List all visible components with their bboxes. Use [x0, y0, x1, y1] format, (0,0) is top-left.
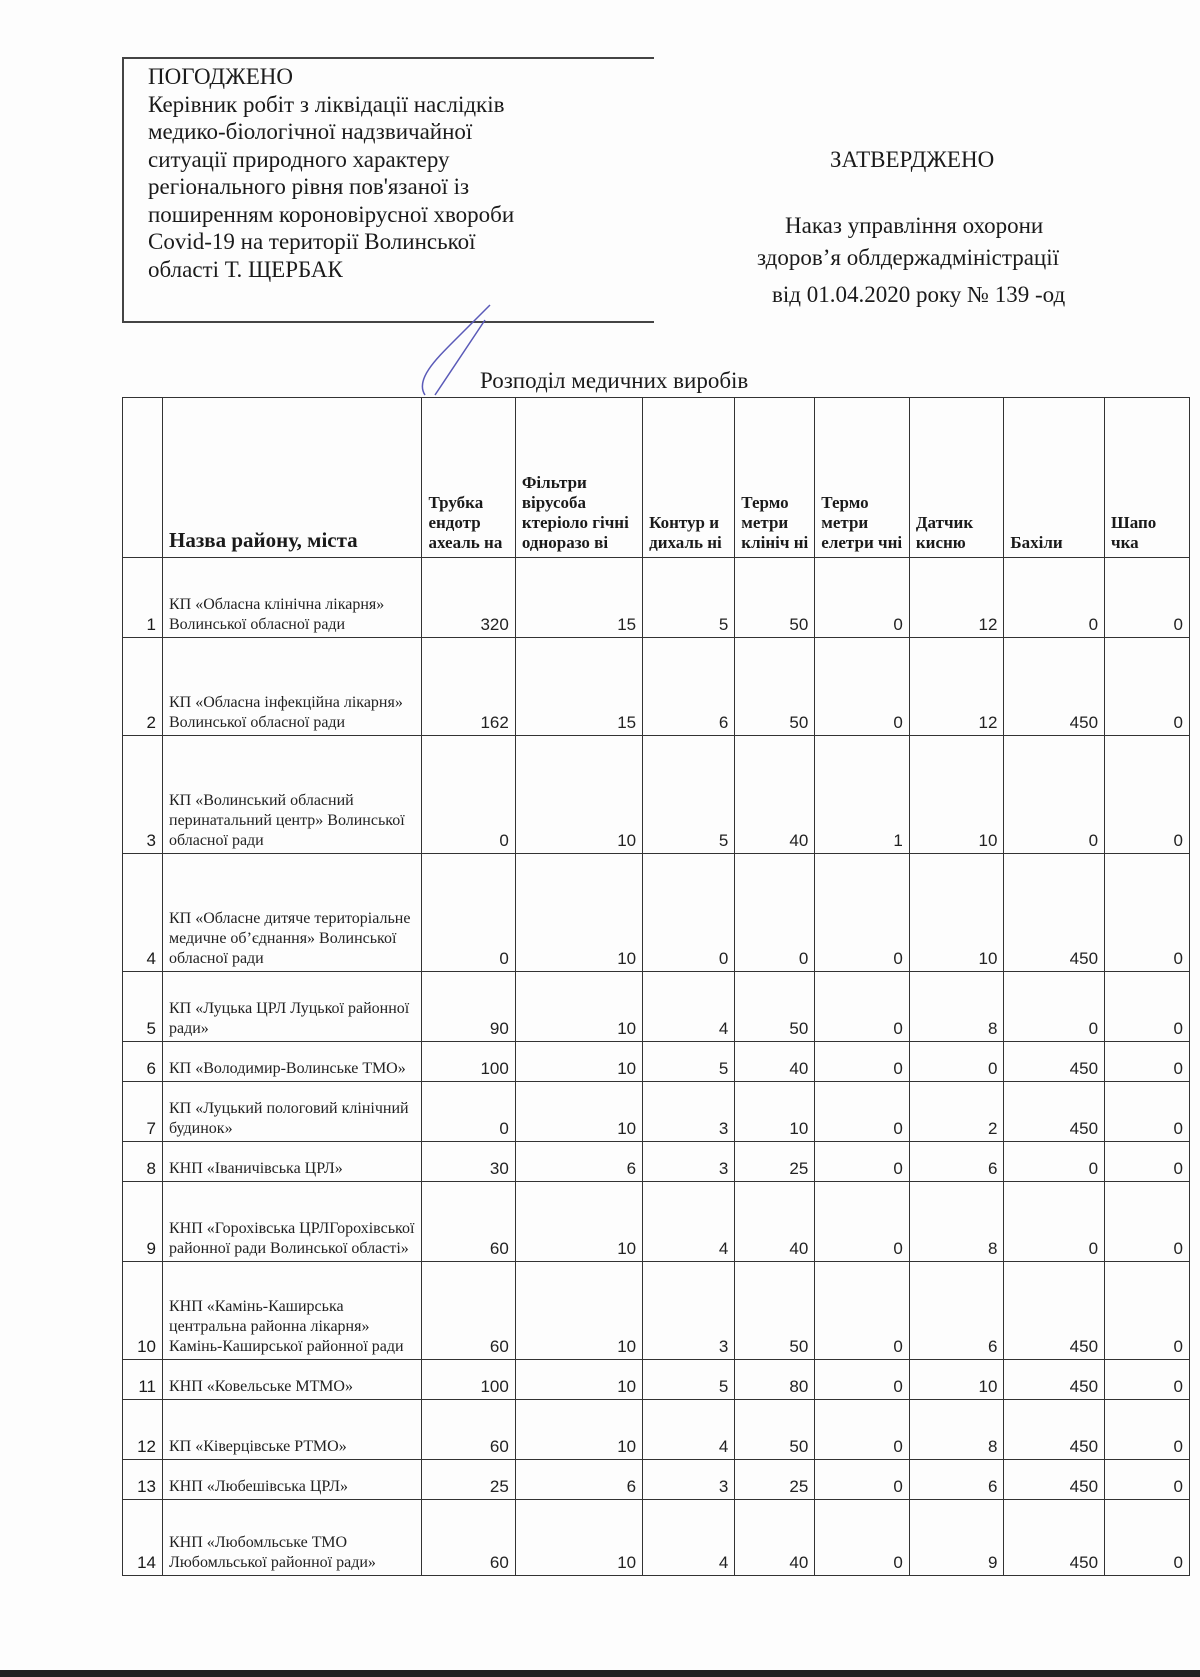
- quantity-cell: 50: [735, 972, 815, 1042]
- quantity-cell: 40: [735, 736, 815, 854]
- table-row: [123, 972, 1190, 1042]
- quantity-cell: 10: [515, 1400, 642, 1460]
- quantity-cell: 12: [909, 638, 1004, 736]
- quantity-cell: 0: [815, 854, 910, 972]
- quantity-cell: 0: [815, 1082, 910, 1142]
- quantity-cell: 450: [1004, 1042, 1105, 1082]
- col-header-shoe-covers: Бахіли: [1004, 398, 1105, 558]
- quantity-cell: 80: [735, 1360, 815, 1400]
- col-header-index: [123, 398, 163, 558]
- quantity-cell: 40: [735, 1182, 815, 1262]
- col-header-filters: Фільтри вірусоба ктеріоло гічні одноразо ві: [515, 398, 642, 558]
- col-header-name: Назва району, міста: [163, 398, 422, 558]
- table-header-row: [123, 398, 1190, 558]
- facility-name: КНП «Любешівська ЦРЛ»: [163, 1460, 422, 1500]
- row-index: 13: [123, 1460, 163, 1500]
- quantity-cell: 0: [815, 558, 910, 638]
- quantity-cell: 10: [909, 736, 1004, 854]
- table-row: [123, 1400, 1190, 1460]
- facility-name: КНП «Ковельське МТМО»: [163, 1360, 422, 1400]
- quantity-cell: 10: [515, 1082, 642, 1142]
- quantity-cell: 0: [1105, 972, 1190, 1042]
- quantity-cell: 0: [815, 1042, 910, 1082]
- quantity-cell: 6: [909, 1262, 1004, 1360]
- facility-name: КП «Обласна інфекційна лікарня» Волинської обласної ради: [163, 638, 422, 736]
- col-header-electric-thermometers: Термо метри елетри чні: [815, 398, 910, 558]
- table-row: [123, 558, 1190, 638]
- quantity-cell: 25: [735, 1142, 815, 1182]
- quantity-cell: 5: [643, 1042, 735, 1082]
- table-row: [123, 1262, 1190, 1360]
- quantity-cell: 0: [1105, 1500, 1190, 1576]
- col-header-clinical-thermometers: Термо метри клініч ні: [735, 398, 815, 558]
- quantity-cell: 0: [422, 1082, 515, 1142]
- quantity-cell: 100: [422, 1042, 515, 1082]
- quantity-cell: 50: [735, 558, 815, 638]
- facility-name: КП «Обласне дитяче територіальне медичне об’єднання» Волинської обласної ради: [163, 854, 422, 972]
- facility-name: КП «Ківерцівське РТМО»: [163, 1400, 422, 1460]
- quantity-cell: 0: [815, 1360, 910, 1400]
- quantity-cell: 0: [1105, 1400, 1190, 1460]
- scan-edge: [0, 1670, 1200, 1677]
- quantity-cell: 0: [735, 854, 815, 972]
- quantity-cell: 60: [422, 1182, 515, 1262]
- approval-line: регіонального рівня пов'язаної із: [148, 174, 470, 199]
- quantity-cell: 450: [1004, 1460, 1105, 1500]
- approval-line: медико-біологічної надзвичайної: [148, 119, 473, 144]
- quantity-cell: 25: [422, 1460, 515, 1500]
- row-index: 5: [123, 972, 163, 1042]
- quantity-cell: 0: [815, 1262, 910, 1360]
- facility-name: КП «Обласна клінічна лікарня» Волинської обласної ради: [163, 558, 422, 638]
- quantity-cell: 450: [1004, 1500, 1105, 1576]
- order-line: Наказ управління охорони: [785, 213, 1044, 238]
- quantity-cell: 30: [422, 1142, 515, 1182]
- quantity-cell: 0: [1004, 558, 1105, 638]
- quantity-cell: 40: [735, 1500, 815, 1576]
- table-row: [123, 1360, 1190, 1400]
- approval-block: [122, 57, 654, 323]
- quantity-cell: 4: [643, 972, 735, 1042]
- quantity-cell: 0: [1004, 1142, 1105, 1182]
- row-index: 1: [123, 558, 163, 638]
- quantity-cell: 10: [909, 854, 1004, 972]
- quantity-cell: 4: [643, 1400, 735, 1460]
- quantity-cell: 10: [515, 1042, 642, 1082]
- quantity-cell: 60: [422, 1262, 515, 1360]
- quantity-cell: 0: [815, 1500, 910, 1576]
- quantity-cell: 450: [1004, 638, 1105, 736]
- quantity-cell: 320: [422, 558, 515, 638]
- quantity-cell: 0: [1105, 1360, 1190, 1400]
- table-row: [123, 736, 1190, 854]
- quantity-cell: 2: [909, 1082, 1004, 1142]
- quantity-cell: 0: [422, 854, 515, 972]
- quantity-cell: 4: [643, 1500, 735, 1576]
- col-header-tube: Трубка ендотр ахеаль на: [422, 398, 515, 558]
- row-index: 8: [123, 1142, 163, 1182]
- facility-name: КНП «Іваничівська ЦРЛ»: [163, 1142, 422, 1182]
- row-index: 9: [123, 1182, 163, 1262]
- distribution-table: [122, 397, 1190, 1576]
- approval-line: Covid-19 на території Волинської: [148, 229, 476, 254]
- facility-name: КП «Володимир-Волинське ТМО»: [163, 1042, 422, 1082]
- quantity-cell: 0: [1105, 1460, 1190, 1500]
- quantity-cell: 0: [815, 1182, 910, 1262]
- quantity-cell: 450: [1004, 1400, 1105, 1460]
- order-line: здоров’я облдержадміністрації: [757, 245, 1060, 270]
- quantity-cell: 0: [1105, 1042, 1190, 1082]
- quantity-cell: 10: [515, 1262, 642, 1360]
- approval-line: ситуації природного характеру: [148, 146, 450, 172]
- approval-heading: ПОГОДЖЕНО: [148, 64, 293, 89]
- col-header-oxygen-sensor: Датчик кисню: [909, 398, 1004, 558]
- approved-title: ЗАТВЕРДЖЕНО: [830, 147, 995, 172]
- table-row: [123, 1460, 1190, 1500]
- quantity-cell: 10: [515, 1360, 642, 1400]
- quantity-cell: 450: [1004, 854, 1105, 972]
- facility-name: КНП «Любомльське ТМО Любомльської районної ради»: [163, 1500, 422, 1576]
- col-header-circuits: Контур и дихаль ні: [643, 398, 735, 558]
- facility-name: КНП «Камінь-Каширська центральна районна лікарня» Камінь-Каширської районної ради: [163, 1262, 422, 1360]
- quantity-cell: 0: [815, 1460, 910, 1500]
- quantity-cell: 6: [909, 1142, 1004, 1182]
- quantity-cell: 15: [515, 638, 642, 736]
- quantity-cell: 1: [815, 736, 910, 854]
- quantity-cell: 0: [1004, 972, 1105, 1042]
- approval-line: поширенням короновірусної хвороби: [148, 201, 515, 227]
- quantity-cell: 5: [643, 736, 735, 854]
- quantity-cell: 3: [643, 1142, 735, 1182]
- quantity-cell: 0: [815, 972, 910, 1042]
- approval-line: Керівник робіт з ліквідації наслідків: [148, 91, 505, 117]
- quantity-cell: 10: [515, 1182, 642, 1262]
- quantity-cell: 0: [1105, 1262, 1190, 1360]
- row-index: 3: [123, 736, 163, 854]
- quantity-cell: 90: [422, 972, 515, 1042]
- quantity-cell: 10: [909, 1360, 1004, 1400]
- quantity-cell: 100: [422, 1360, 515, 1400]
- quantity-cell: 3: [643, 1262, 735, 1360]
- quantity-cell: 0: [422, 736, 515, 854]
- quantity-cell: 8: [909, 972, 1004, 1042]
- facility-name: КНП «Горохівська ЦРЛГорохівської районної ради Волинської області»: [163, 1182, 422, 1262]
- quantity-cell: 0: [1105, 1082, 1190, 1142]
- quantity-cell: 0: [1105, 1182, 1190, 1262]
- table-row: [123, 1082, 1190, 1142]
- approval-signatory: області Т. ЩЕРБАК: [148, 256, 343, 282]
- quantity-cell: 10: [515, 736, 642, 854]
- row-index: 7: [123, 1082, 163, 1142]
- quantity-cell: 0: [643, 854, 735, 972]
- table-row: [123, 1182, 1190, 1262]
- quantity-cell: 10: [515, 854, 642, 972]
- quantity-cell: 10: [515, 1500, 642, 1576]
- quantity-cell: 0: [1105, 558, 1190, 638]
- facility-name: КП «Луцький пологовий клінічний будинок»: [163, 1082, 422, 1142]
- quantity-cell: 10: [735, 1082, 815, 1142]
- quantity-cell: 6: [643, 638, 735, 736]
- quantity-cell: 3: [643, 1082, 735, 1142]
- quantity-cell: 9: [909, 1500, 1004, 1576]
- quantity-cell: 4: [643, 1182, 735, 1262]
- quantity-cell: 0: [1004, 736, 1105, 854]
- quantity-cell: 450: [1004, 1262, 1105, 1360]
- quantity-cell: 8: [909, 1400, 1004, 1460]
- quantity-cell: 0: [815, 1400, 910, 1460]
- quantity-cell: 6: [515, 1460, 642, 1500]
- quantity-cell: 5: [643, 558, 735, 638]
- quantity-cell: 50: [735, 638, 815, 736]
- quantity-cell: 3: [643, 1460, 735, 1500]
- table-row: [123, 854, 1190, 972]
- quantity-cell: 0: [815, 1142, 910, 1182]
- quantity-cell: 0: [1105, 736, 1190, 854]
- quantity-cell: 162: [422, 638, 515, 736]
- quantity-cell: 6: [515, 1142, 642, 1182]
- table-row: [123, 1042, 1190, 1082]
- quantity-cell: 0: [1105, 638, 1190, 736]
- row-index: 12: [123, 1400, 163, 1460]
- row-index: 2: [123, 638, 163, 736]
- quantity-cell: 6: [909, 1460, 1004, 1500]
- quantity-cell: 10: [515, 972, 642, 1042]
- quantity-cell: 450: [1004, 1360, 1105, 1400]
- quantity-cell: 5: [643, 1360, 735, 1400]
- quantity-cell: 0: [909, 1042, 1004, 1082]
- row-index: 4: [123, 854, 163, 972]
- table-row: [123, 1500, 1190, 1576]
- facility-name: КП «Волинський обласний перинатальний центр» Волинської обласної ради: [163, 736, 422, 854]
- quantity-cell: 0: [1004, 1182, 1105, 1262]
- quantity-cell: 60: [422, 1500, 515, 1576]
- quantity-cell: 0: [1105, 854, 1190, 972]
- row-index: 14: [123, 1500, 163, 1576]
- order-date-number: від 01.04.2020 року № 139 -од: [772, 282, 1066, 307]
- quantity-cell: 60: [422, 1400, 515, 1460]
- quantity-cell: 0: [815, 638, 910, 736]
- quantity-cell: 50: [735, 1400, 815, 1460]
- row-index: 6: [123, 1042, 163, 1082]
- table-title: Розподіл медичних виробів: [480, 368, 749, 393]
- quantity-cell: 15: [515, 558, 642, 638]
- quantity-cell: 50: [735, 1262, 815, 1360]
- row-index: 11: [123, 1360, 163, 1400]
- quantity-cell: 450: [1004, 1082, 1105, 1142]
- quantity-cell: 40: [735, 1042, 815, 1082]
- quantity-cell: 0: [1105, 1142, 1190, 1182]
- row-index: 10: [123, 1262, 163, 1360]
- col-header-caps: Шапо чка: [1105, 398, 1190, 558]
- table-row: [123, 638, 1190, 736]
- quantity-cell: 8: [909, 1182, 1004, 1262]
- quantity-cell: 25: [735, 1460, 815, 1500]
- table-row: [123, 1142, 1190, 1182]
- quantity-cell: 12: [909, 558, 1004, 638]
- facility-name: КП «Луцька ЦРЛ Луцької районної ради»: [163, 972, 422, 1042]
